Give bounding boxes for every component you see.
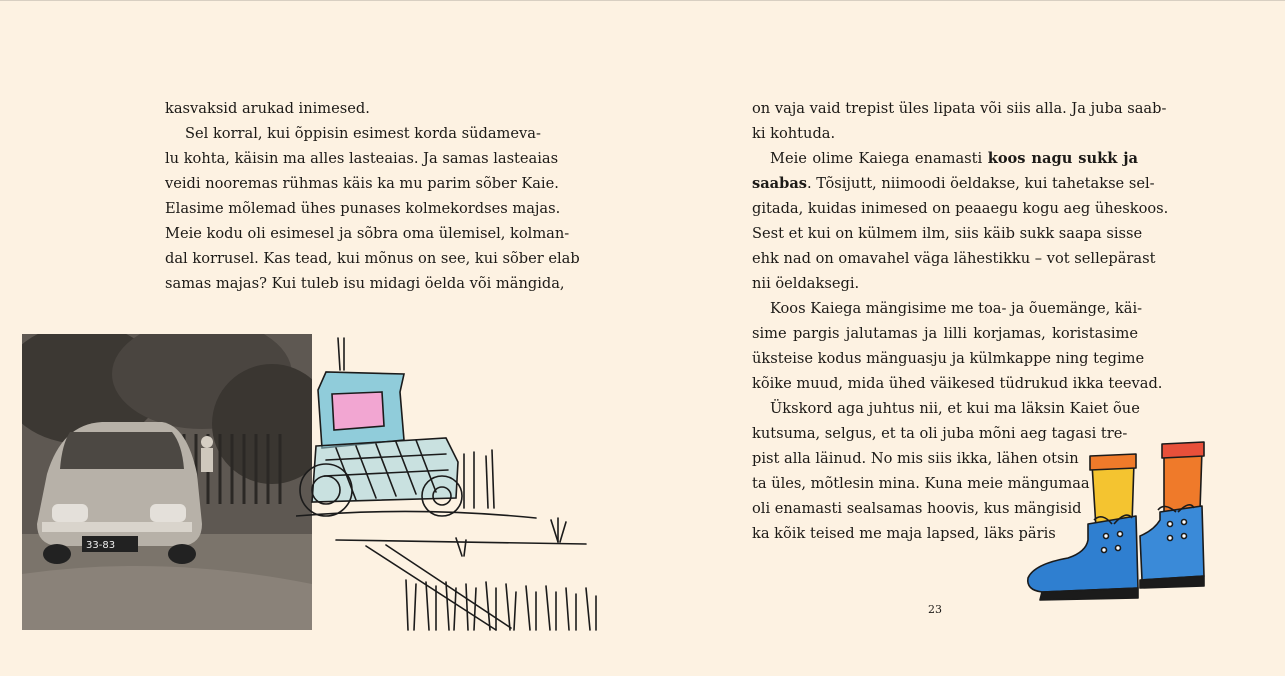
text-line: Sest et kui on külmem ilm, siis käib sukk saapa sisse [752,225,1143,242]
text-line: ta üles, mõtlesin mina. Kuna meie mängumaa [752,475,1090,492]
bold-phrase: saabas [752,175,808,192]
text-line: samas majas? Kui tuleb isu midagi öelda või mängida, [165,275,565,292]
vintage-car-photo [22,334,312,630]
text-line: ka kõik teised me maja lapsed, läks päris [752,525,1056,542]
text-line: sime pargis jalutamas ja lilli korjamas, koristasime [752,325,1138,342]
text-line: pist alla läinud. No mis siis ikka, lähen otsin [752,450,1079,467]
text-line: kutsuma, selgus, et ta oli juba mõni aeg tagasi tre- [752,425,1128,442]
text-line: Sel korral, kui õppisin esimest korda südameva- [185,125,541,142]
bold-phrase: koos nagu sukk ja [987,150,1138,167]
text-line: kasvaksid arukad inimesed. [165,100,370,117]
text-line: Ükskord aga juhtus nii, et kui ma läksin Kaiet õue [770,400,1140,417]
text-line: ehk nad on omavahel väga lähestikku – vot sellepärast [752,250,1156,267]
text-span: . Tõsijutt, niimoodi öeldakse, kui tahetakse sel- [807,175,1155,192]
page-number: 23 [928,603,942,616]
boots-and-socks-illustration [1024,440,1214,606]
text-line: Meie kodu oli esimesel ja sõbra oma ülemisel, kolman- [165,225,570,242]
text-line [770,146,1138,171]
license-plate: 33-83 [86,540,116,551]
text-line: ki kohtuda. [752,125,836,142]
text-line: lu kohta, käisin ma alles lasteaias. Ja samas lasteaias [165,150,559,167]
text-line: veidi nooremas rühmas käis ka mu parim sõber Kaie. [165,175,559,192]
text-line: Elasime mõlemad ühes punases kolmekordses majas. [165,200,561,217]
text-line: gitada, kuidas inimesed on peaaegu kogu aeg üheskoos. [752,200,1169,217]
text-line: nii öeldaksegi. [752,275,860,292]
text-line: dal korrusel. Kas tead, kui mõnus on see, kui sõber elab [165,250,580,267]
text-span: Meie olime Kaiega enamasti [770,150,988,167]
text-line: kõike muud, mida ühed väikesed tüdrukud ikka teevad. [752,375,1163,392]
text-line: üksteise kodus mänguasju ja külmkappe ning tegime [752,350,1145,367]
text-line: oli enamasti sealsamas hoovis, kus mängisid [752,500,1082,517]
text-line: on vaja vaid trepist üles lipata või siis alla. Ja juba saab- [752,100,1167,117]
tractor-sketch [296,330,618,648]
text-line [752,171,1155,196]
text-line: Koos Kaiega mängisime me toa- ja õuemänge, käi- [770,300,1143,317]
